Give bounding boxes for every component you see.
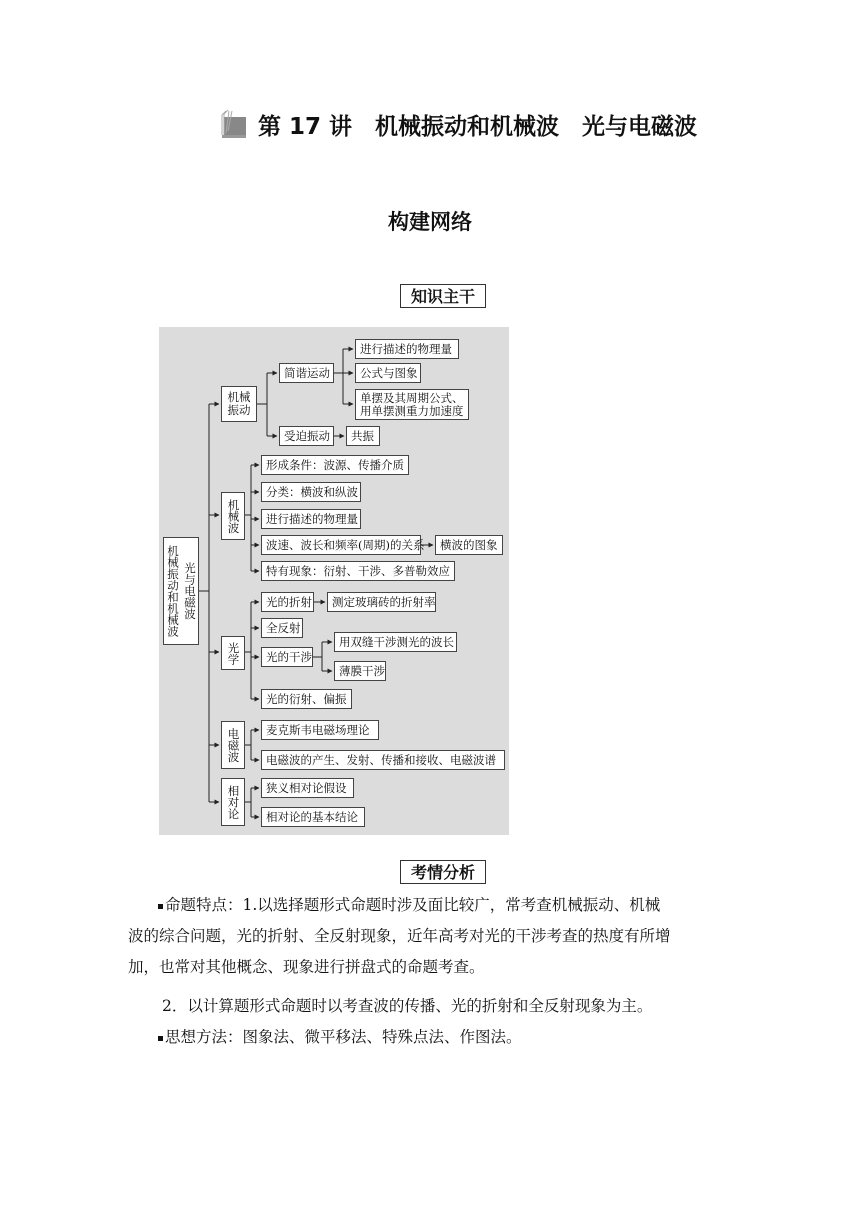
node-wave-quantities: 进行描述的物理量 (261, 509, 361, 529)
section-title: 构建网络 (388, 210, 472, 234)
node-double-slit: 用双缝干涉测光的波长 (334, 632, 457, 652)
node-wave-phenomena: 特有现象：衍射、干涉、多普勒效应 (261, 561, 455, 581)
node-em-wave-label: 电磁波 (226, 727, 241, 763)
node-forced: 受迫振动 (279, 426, 334, 446)
analysis-line-3: 加，也常对其他概念、现象进行拼盘式的命题考查。 (128, 958, 485, 976)
node-mech-wave (221, 492, 245, 540)
lecture-title-row (220, 106, 697, 142)
node-em-generation: 电磁波的产生、发射、传播和接收、电磁波谱 (261, 750, 505, 770)
bullet-icon (158, 1036, 163, 1041)
root-label-2: 机械振动和机械波 (166, 545, 180, 637)
node-relativity-label: 相对论 (226, 784, 241, 820)
analysis-p3-text: 思想方法：图象法、微平移法、特殊点法、作图法。 (165, 1028, 522, 1046)
analysis-line-1 (158, 890, 748, 921)
root-label-1: 光与电磁波 (183, 562, 197, 620)
node-shm-quantities: 进行描述的物理量 (355, 339, 459, 359)
node-thin-film: 薄膜干涉 (334, 661, 386, 681)
node-refraction: 光的折射 (261, 592, 314, 612)
book-icon (220, 109, 248, 139)
node-shm: 简谐运动 (279, 363, 334, 383)
node-total-reflection: 全反射 (261, 618, 303, 638)
node-special-relativity: 狭义相对论假设 (261, 778, 354, 798)
analysis-paragraph-3 (158, 1022, 758, 1053)
analysis-tag: 考情分析 (400, 860, 486, 884)
node-relativity (221, 778, 245, 826)
node-wave-types: 分类：横波和纵波 (261, 482, 361, 502)
knowledge-tag: 知识主干 (400, 284, 486, 308)
node-resonance: 共振 (346, 426, 380, 446)
node-optics-label: 光学 (226, 641, 241, 665)
pendulum-line-2: 用单摆测重力加速度 (360, 403, 464, 418)
node-wave-relation: 波速、波长和频率(周期)的关系 (261, 535, 421, 555)
bullet-icon (158, 904, 163, 909)
analysis-paragraph-2: 2．以计算题形式命题时以考查波的传播、光的折射和全反射现象为主。 (162, 997, 653, 1015)
analysis-line-2: 波的综合问题，光的折射、全反射现象，近年高考对光的干涉考查的热度有所增 (128, 927, 671, 945)
analysis-paragraph-1 (128, 890, 748, 983)
node-optics (221, 636, 245, 670)
node-wave-condition: 形成条件：波源、传播介质 (261, 455, 409, 475)
node-transverse-graph: 横波的图象 (435, 535, 503, 555)
lecture-title: 第 17 讲 机械振动和机械波 光与电磁波 (258, 113, 698, 140)
node-relativity-conclusion: 相对论的基本结论 (261, 807, 365, 827)
node-mech-vibration: 机械振动 (221, 386, 257, 422)
node-interference: 光的干涉 (261, 647, 313, 667)
node-glass-index: 测定玻璃砖的折射率 (327, 592, 436, 612)
node-mech-wave-label: 机械波 (226, 498, 241, 534)
analysis-p1-text: 命题特点：1.以选择题形式命题时涉及面比较广，常考查机械振动、机械 (165, 896, 661, 914)
node-diffraction: 光的衍射、偏振 (261, 689, 352, 709)
pendulum-line-1: 单摆及其周期公式、 (360, 390, 464, 405)
node-maxwell: 麦克斯韦电磁场理论 (261, 720, 379, 740)
root-node (163, 537, 199, 645)
node-em-wave (221, 721, 245, 769)
node-shm-formula: 公式与图象 (355, 363, 421, 383)
node-pendulum (355, 389, 469, 420)
knowledge-diagram (159, 327, 509, 835)
